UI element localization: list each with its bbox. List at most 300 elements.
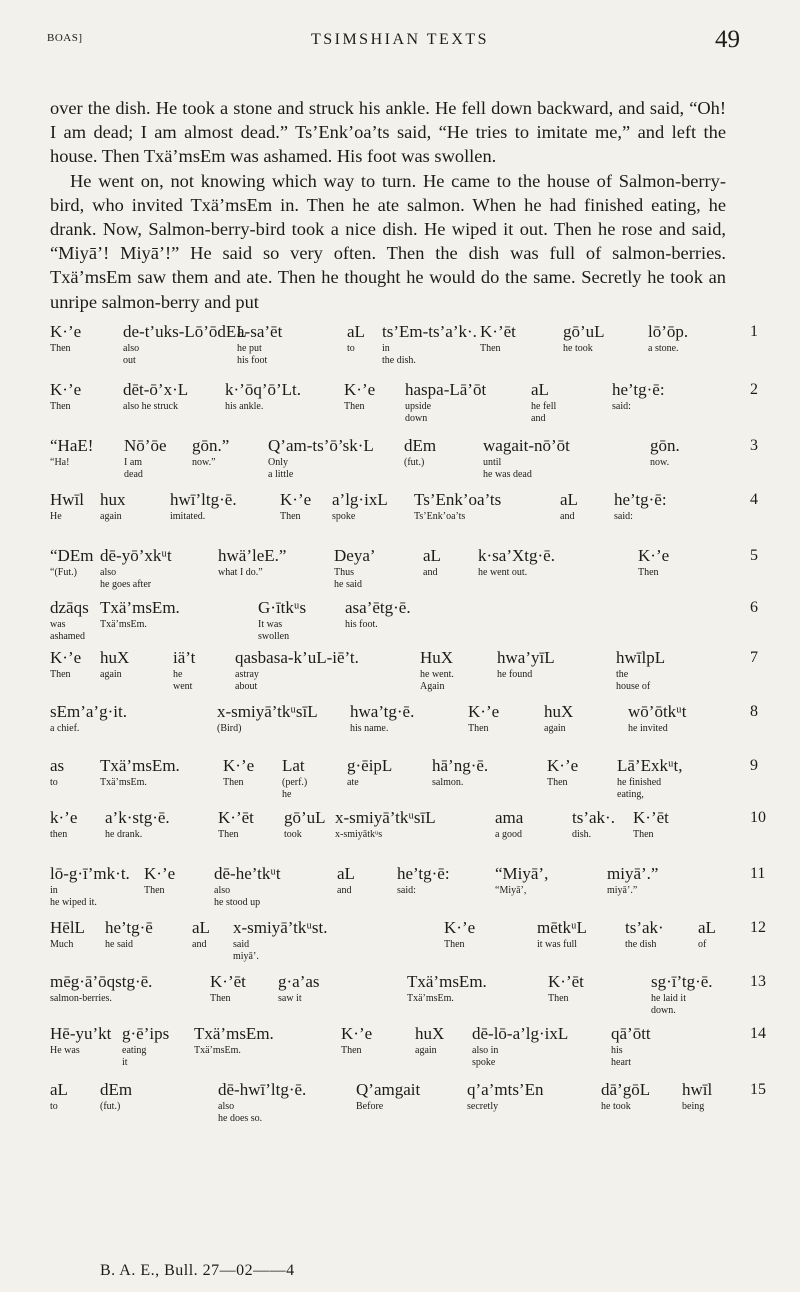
- tsimshian-word: Txä’msEm.: [100, 756, 180, 775]
- tsimshian-word: Lā’Exkᵘt,: [617, 756, 683, 775]
- tsimshian-word: asa’ētg·ē.: [345, 598, 411, 617]
- interlinear-line: [50, 756, 758, 810]
- english-gloss: what I do.”: [218, 567, 263, 578]
- english-gloss: then: [50, 829, 68, 840]
- tsimshian-word: aL: [347, 322, 365, 341]
- tsimshian-word: Deya’: [334, 546, 376, 565]
- english-gloss: Then: [480, 343, 501, 354]
- tsimshian-word: aL: [50, 1080, 68, 1099]
- english-gloss: Then: [548, 993, 569, 1004]
- tsimshian-word: he’tg·ē:: [614, 490, 667, 509]
- page-number: 49: [715, 26, 740, 53]
- english-gloss: “(Fut.): [50, 567, 77, 578]
- tsimshian-word: dEm: [100, 1080, 133, 1099]
- line-number: 13: [750, 973, 766, 990]
- english-gloss: I am: [124, 457, 143, 468]
- tsimshian-word: huX: [415, 1024, 445, 1043]
- tsimshian-word: HēlL: [50, 918, 85, 937]
- english-gloss: salmon.: [432, 777, 464, 788]
- english-gloss: and: [192, 939, 207, 950]
- word-cell: [218, 808, 254, 840]
- english-gloss: Then: [280, 511, 301, 522]
- english-gloss: and: [423, 567, 438, 578]
- tsimshian-word: as: [50, 756, 65, 775]
- english-gloss: he: [282, 789, 292, 800]
- tsimshian-word: lō-g·ī’mk·t.: [50, 864, 130, 883]
- word-cell: [601, 1080, 650, 1112]
- english-gloss: the dish: [625, 939, 657, 950]
- tsimshian-word: mētkᵘL: [537, 918, 587, 937]
- word-cell: [50, 490, 84, 522]
- running-title: TSIMSHIAN TEXTS: [310, 31, 490, 48]
- english-gloss: he finished: [617, 777, 662, 788]
- english-gloss: eating: [122, 1045, 147, 1056]
- english-gloss: Then: [633, 829, 654, 840]
- english-gloss: it: [122, 1057, 128, 1068]
- english-gloss: Then: [547, 777, 568, 788]
- word-cell: [415, 1024, 444, 1056]
- word-cell: [258, 598, 306, 642]
- interlinear-line: [50, 808, 766, 862]
- english-gloss: and: [337, 885, 352, 896]
- tsimshian-word: HuX: [420, 648, 454, 667]
- tsimshian-word: sg·ī’tg·ē.: [651, 972, 713, 991]
- english-gloss: Then: [444, 939, 465, 950]
- word-cell: [612, 380, 665, 412]
- tsimshian-word: x-smiyā’tkᵘst.: [233, 918, 328, 937]
- tsimshian-word: sEm’a’g·it.: [50, 702, 127, 721]
- english-gloss: he took: [601, 1101, 631, 1112]
- word-cell: [616, 648, 665, 692]
- word-cell: [100, 490, 126, 522]
- tsimshian-word: g·ēipL: [347, 756, 393, 775]
- word-cell: [548, 972, 584, 1004]
- word-cell: [397, 864, 450, 896]
- line-number: 5: [750, 547, 758, 564]
- english-gloss: saw it: [278, 993, 302, 1004]
- word-cell: [648, 322, 688, 354]
- english-gloss: he took: [563, 343, 593, 354]
- tsimshian-word: he’tg·ē: [105, 918, 153, 937]
- tsimshian-word: dē-lō-a’lg·ixL: [472, 1024, 569, 1043]
- line-number: 10: [750, 809, 766, 826]
- tsimshian-word: hwa’yīL: [497, 648, 555, 667]
- english-gloss: Then: [50, 343, 71, 354]
- line-number: 2: [750, 381, 758, 398]
- tsimshian-word: Q’amgait: [356, 1080, 421, 1099]
- word-cell: [444, 918, 475, 950]
- tsimshian-word: gō’uL: [284, 808, 326, 827]
- word-cell: [341, 1024, 372, 1056]
- tsimshian-word: a’lg·ixL: [332, 490, 388, 509]
- word-cell: [218, 1080, 306, 1124]
- word-cell: [495, 808, 523, 840]
- tsimshian-word: wagait-nō’ōt: [483, 436, 570, 455]
- interlinear-line: [50, 598, 758, 652]
- word-cell: [337, 864, 355, 896]
- word-cell: [282, 756, 307, 800]
- word-cell: [210, 972, 246, 1004]
- tsimshian-word: Q’am-ts’ō’sk·L: [268, 436, 374, 455]
- tsimshian-word: wō’ōtkᵘt: [628, 702, 687, 721]
- english-gloss: Thus: [334, 567, 354, 578]
- word-cell: [651, 972, 713, 1016]
- english-gloss: he was dead: [483, 469, 532, 480]
- tsimshian-word: ts’Em-ts’a’k·.: [382, 322, 477, 341]
- tsimshian-word: G·ītkᵘs: [258, 598, 307, 617]
- word-cell: [420, 648, 454, 692]
- tsimshian-word: k·sa’Xtg·ē.: [478, 546, 555, 565]
- english-gloss: Then: [144, 885, 165, 896]
- tsimshian-word: dē-he’tkᵘt: [214, 864, 281, 883]
- word-cell: [50, 702, 127, 734]
- line-number: 4: [750, 491, 758, 508]
- tsimshian-word: K·’e: [638, 546, 670, 565]
- tsimshian-word: Ts’Enk’oa’ts: [414, 490, 502, 509]
- word-cell: [124, 436, 166, 480]
- word-cell: [218, 546, 286, 578]
- word-cell: [633, 808, 669, 840]
- english-gloss: said: [233, 939, 250, 950]
- word-cell: [284, 808, 326, 840]
- tsimshian-word: K·’e: [144, 864, 176, 883]
- english-gloss: was: [50, 619, 66, 630]
- word-cell: [478, 546, 555, 578]
- word-cell: [495, 864, 548, 896]
- english-gloss: heart: [611, 1057, 631, 1068]
- english-translation: [50, 96, 726, 314]
- word-cell: [572, 808, 615, 840]
- word-cell: [235, 648, 359, 692]
- tsimshian-word: g·ē’ips: [122, 1024, 170, 1043]
- word-cell: [173, 648, 195, 692]
- word-cell: [432, 756, 488, 788]
- english-gloss: his foot: [237, 355, 268, 366]
- interlinear-line: [50, 1080, 766, 1134]
- english-gloss: (Bird): [217, 723, 242, 734]
- word-cell: [192, 436, 229, 468]
- interlinear-line: [50, 546, 758, 600]
- word-cell: [350, 702, 414, 734]
- english-gloss: ashamed: [50, 631, 85, 642]
- word-cell: [638, 546, 669, 578]
- tsimshian-word: K·’ēt: [633, 808, 669, 827]
- english-gloss: Txä’msEm.: [100, 777, 147, 788]
- english-gloss: also in: [472, 1045, 499, 1056]
- tsimshian-word: he’tg·ē:: [612, 380, 665, 399]
- word-cell: [50, 546, 93, 578]
- word-cell: [344, 380, 375, 412]
- word-cell: [414, 490, 501, 522]
- english-gloss: It was: [258, 619, 283, 630]
- tsimshian-word: huX: [544, 702, 574, 721]
- tsimshian-word: dā’gōL: [601, 1080, 651, 1099]
- english-gloss: of: [698, 939, 707, 950]
- tsimshian-word: Txä’msEm.: [407, 972, 487, 991]
- english-gloss: spoke: [472, 1057, 496, 1068]
- word-cell: [122, 1024, 169, 1068]
- word-cell: [472, 1024, 568, 1068]
- english-gloss: upside: [405, 401, 432, 412]
- word-cell: [100, 756, 180, 788]
- english-gloss: Then: [50, 401, 71, 412]
- english-gloss: now.”: [192, 457, 216, 468]
- english-gloss: Only: [268, 457, 288, 468]
- english-gloss: he goes after: [100, 579, 152, 590]
- line-number: 1: [750, 323, 758, 340]
- tsimshian-word: dzāqs: [50, 598, 89, 617]
- line-number: 6: [750, 599, 758, 616]
- tsimshian-word: Txä’msEm.: [194, 1024, 274, 1043]
- word-cell: [105, 808, 170, 840]
- english-gloss: Then: [218, 829, 239, 840]
- english-gloss: miyā’.: [233, 951, 259, 962]
- word-cell: [547, 756, 578, 788]
- word-cell: [332, 490, 388, 522]
- word-cell: [544, 702, 573, 734]
- tsimshian-word: K·’e: [280, 490, 312, 509]
- tsimshian-word: de-t’uks-Lō’ōdEL: [123, 322, 247, 341]
- tsimshian-word: dēt-ō’x·L: [123, 380, 189, 399]
- english-gloss: and: [531, 413, 546, 424]
- word-cell: [123, 380, 188, 412]
- line-number: 9: [750, 757, 758, 774]
- english-gloss: he said: [105, 939, 134, 950]
- english-gloss: house of: [616, 681, 651, 692]
- word-cell: [607, 864, 658, 896]
- word-cell: [625, 918, 664, 950]
- english-gloss: in: [50, 885, 58, 896]
- english-gloss: (fut.): [404, 457, 425, 468]
- interlinear-line: [50, 864, 766, 918]
- tsimshian-word: K·’e: [547, 756, 579, 775]
- english-gloss: “Miyā’,: [495, 885, 527, 896]
- english-gloss: Txä’msEm.: [407, 993, 454, 1004]
- tsimshian-word: K·’e: [50, 322, 82, 341]
- word-cell: [50, 808, 77, 840]
- tsimshian-word: K·’e: [341, 1024, 373, 1043]
- word-cell: [614, 490, 667, 522]
- word-cell: [382, 322, 477, 366]
- tsimshian-word: k·’e: [50, 808, 78, 827]
- english-gloss: took: [284, 829, 302, 840]
- tsimshian-word: dē-yō’xkᵘt: [100, 546, 172, 565]
- english-gloss: in: [382, 343, 390, 354]
- line-number: 8: [750, 703, 758, 720]
- word-cell: [237, 322, 282, 366]
- tsimshian-word: K·’e: [223, 756, 255, 775]
- english-gloss: about: [235, 681, 258, 692]
- tsimshian-word: K·’e: [50, 648, 82, 667]
- english-gloss: he wiped it.: [50, 897, 97, 908]
- tsimshian-word: g·a’as: [278, 972, 320, 991]
- word-cell: [50, 1080, 68, 1112]
- running-head-left: BOAS]: [47, 32, 83, 44]
- word-cell: [537, 918, 587, 950]
- english-gloss: he laid it: [651, 993, 686, 1004]
- word-cell: [170, 490, 237, 522]
- tsimshian-word: hwīl: [682, 1080, 713, 1099]
- word-cell: [100, 648, 129, 680]
- english-gloss: his name.: [350, 723, 389, 734]
- word-cell: [50, 972, 152, 1004]
- tsimshian-word: mēg·ā’ōqstg·ē.: [50, 972, 153, 991]
- tsimshian-word: aL: [698, 918, 716, 937]
- english-gloss: out: [123, 355, 136, 366]
- tsimshian-word: a’k·stg·ē.: [105, 808, 170, 827]
- tsimshian-word: k·’ōq’ō’Lt.: [225, 380, 302, 399]
- english-gloss: imitated.: [170, 511, 206, 522]
- english-gloss: He was: [50, 1045, 80, 1056]
- english-gloss: a chief.: [50, 723, 80, 734]
- english-gloss: ate: [347, 777, 359, 788]
- english-gloss: (perf.): [282, 777, 308, 788]
- word-cell: [334, 546, 376, 590]
- english-gloss: went: [173, 681, 193, 692]
- english-gloss: to: [50, 777, 58, 788]
- word-cell: [192, 918, 210, 950]
- line-number: 12: [750, 919, 766, 936]
- tsimshian-word: Hē-yu’kt: [50, 1024, 112, 1043]
- word-cell: [280, 490, 311, 522]
- english-gloss: dead: [124, 469, 143, 480]
- word-cell: [423, 546, 441, 578]
- tsimshian-word: aL: [337, 864, 355, 883]
- tsimshian-word: iä’t: [173, 648, 196, 667]
- english-gloss: again: [544, 723, 566, 734]
- tsimshian-word: aL: [531, 380, 549, 399]
- tsimshian-word: “DEm: [50, 546, 94, 565]
- tsimshian-word: q’a’mts’En: [467, 1080, 544, 1099]
- english-gloss: being: [682, 1101, 705, 1112]
- tsimshian-word: Lat: [282, 756, 305, 775]
- word-cell: [682, 1080, 712, 1112]
- english-gloss: secretly: [467, 1101, 499, 1112]
- tsimshian-word: ts’ak·: [625, 918, 664, 937]
- tsimshian-word: haspa-Lā’ōt: [405, 380, 487, 399]
- interlinear-line: [50, 380, 758, 434]
- word-cell: [356, 1080, 420, 1112]
- line-number: 14: [750, 1025, 766, 1042]
- english-gloss: a good: [495, 829, 522, 840]
- word-cell: [223, 756, 254, 788]
- word-cell: [483, 436, 570, 480]
- english-gloss: it was full: [537, 939, 577, 950]
- english-gloss: he found: [497, 669, 533, 680]
- english-gloss: the: [616, 669, 629, 680]
- word-cell: [214, 864, 281, 908]
- tsimshian-word: dē-hwī’ltg·ē.: [218, 1080, 307, 1099]
- tsimshian-word: he’tg·ē:: [397, 864, 450, 883]
- english-gloss: his ankle.: [225, 401, 264, 412]
- word-cell: [123, 322, 247, 366]
- word-cell: [611, 1024, 651, 1068]
- word-cell: [50, 598, 89, 642]
- tsimshian-word: hā’ng·ē.: [432, 756, 489, 775]
- tsimshian-word: “Miyā’,: [495, 864, 549, 883]
- word-cell: [217, 702, 318, 734]
- word-cell: [50, 648, 81, 680]
- english-gloss: Then: [210, 993, 231, 1004]
- word-cell: [467, 1080, 543, 1112]
- english-gloss: spoke: [332, 511, 356, 522]
- english-gloss: Then: [344, 401, 365, 412]
- english-gloss: also: [214, 885, 231, 896]
- word-cell: [100, 546, 172, 590]
- english-gloss: also: [100, 567, 117, 578]
- tsimshian-word: aL: [560, 490, 578, 509]
- word-cell: [497, 648, 555, 680]
- english-gloss: Ts’Enk’oa’ts: [414, 511, 466, 522]
- tsimshian-word: miyā’.”: [607, 864, 659, 883]
- tsimshian-word: K·’e: [344, 380, 376, 399]
- english-gloss: he went.: [420, 669, 454, 680]
- tsimshian-word: Hwīl: [50, 490, 84, 509]
- english-gloss: Again: [420, 681, 445, 692]
- english-gloss: he: [173, 669, 183, 680]
- interlinear-line: [50, 322, 758, 376]
- english-gloss: dish.: [572, 829, 592, 840]
- english-gloss: said:: [614, 511, 633, 522]
- tsimshian-word: hux: [100, 490, 126, 509]
- english-gloss: again: [100, 669, 122, 680]
- english-gloss: He: [50, 511, 62, 522]
- interlinear-line: [50, 490, 758, 544]
- english-gloss: he invited: [628, 723, 668, 734]
- word-cell: [405, 380, 486, 424]
- english-gloss: Before: [356, 1101, 384, 1112]
- line-number: 15: [750, 1081, 766, 1098]
- english-gloss: down.: [651, 1005, 676, 1016]
- tsimshian-word: hwä’leE.”: [218, 546, 287, 565]
- tsimshian-word: qā’ōtt: [611, 1024, 651, 1043]
- word-cell: [100, 1080, 132, 1112]
- tsimshian-word: K·’e: [50, 380, 82, 399]
- tsimshian-word: K·’e: [468, 702, 500, 721]
- word-cell: [563, 322, 605, 354]
- word-cell: [278, 972, 320, 1004]
- tsimshian-word: Txä’msEm.: [100, 598, 180, 617]
- interlinear-line: [50, 918, 766, 972]
- interlinear-line: [50, 702, 758, 756]
- english-gloss: he put: [237, 343, 262, 354]
- english-gloss: his foot.: [345, 619, 378, 630]
- english-gloss: Txä’msEm.: [194, 1045, 241, 1056]
- english-gloss: down: [405, 413, 428, 424]
- english-gloss: Much: [50, 939, 74, 950]
- word-cell: [225, 380, 301, 412]
- english-gloss: and: [560, 511, 575, 522]
- english-gloss: a little: [268, 469, 294, 480]
- word-cell: [144, 864, 175, 896]
- word-cell: [194, 1024, 274, 1056]
- english-gloss: again: [415, 1045, 437, 1056]
- tsimshian-word: gōn.: [650, 436, 680, 455]
- tsimshian-word: K·’ēt: [210, 972, 246, 991]
- english-gloss: now.: [650, 457, 670, 468]
- paragraph-2: He went on, not knowing which way to turn. He came to the house of Salmon-berry-bird, who invited Txä’msEm in. Then he ate salmon. When he had finished eating, he drank. Now, Salmon-berry-bird took a nice dish. He wiped it out. Then he rose and said, “Miyā’! Miyā’!” He said so very often. Then the dish was full of salmon-berries. Txä’msEm saw them and ate. Then he thought he would do the same. Secretly he took an unripe salmon-berry and put: [50, 170, 726, 312]
- english-gloss: he fell: [531, 401, 557, 412]
- line-number: 11: [750, 865, 766, 882]
- word-cell: [50, 918, 85, 950]
- english-gloss: eating,: [617, 789, 644, 800]
- english-gloss: a stone.: [648, 343, 679, 354]
- tsimshian-word: x-smiyā’tkᵘsīL: [335, 808, 436, 827]
- word-cell: [650, 436, 680, 468]
- word-cell: [233, 918, 328, 962]
- word-cell: [105, 918, 153, 950]
- english-gloss: salmon-berries.: [50, 993, 112, 1004]
